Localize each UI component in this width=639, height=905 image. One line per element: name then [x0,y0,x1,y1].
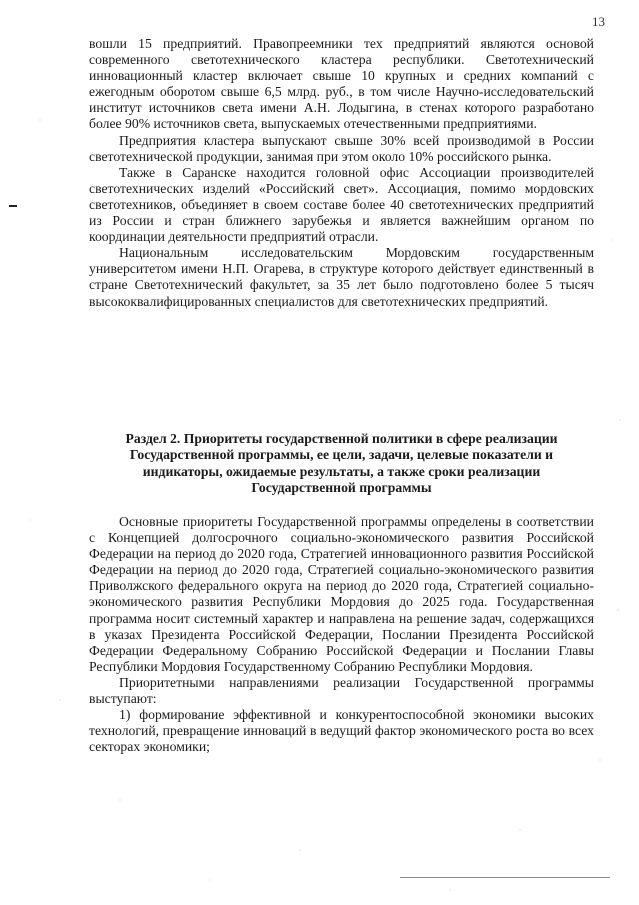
paragraph-cluster-history: вошли 15 предприятий. Правопреемники тех предприятий являются основой современного светотехнического кластера республики. Светотехнический инновационный кластер включает свыше 10 крупных и средних компаний с ежегодным оборотом свыше 6,5 млрд. руб., в том числе Научно-исследовательский институт источников света имени А.Н. Лодыгина, в стенах которого разработано более 90% источников света, выпускаемых отечественными предприятиями. [89,36,594,132]
paragraph-cluster-market-share: Предприятия кластера выпускают свыше 30% всей производимой в России светотехнической продукции, занимая при этом около 10% российского рынка. [89,132,594,164]
paragraph-priorities-basis: Основные приоритеты Государственной программы определены в соответствии с Концепцией долгосрочного социально-экономического развития Российской Федерации на период до 2020 года, Стратегией инновационного развития Российской Федерации на период до 2020 года, Стратегией социально-экономического развития Приволжского федерального округа на период до 2020 года, Стратегией социально-экономического развития Республики Мордовия до 2025 года. Государственная программа носит системный характер и направлена на решение задач, содержащихся в указах Президента Российской Федерации, Послании Президента Российской Федерации Федеральному Собранию Российской Федерации и Послании Главы Республики Мордовия Государственному Собранию Республики Мордовия. [89,514,594,674]
bottom-rule [400,877,610,878]
paragraph-priority-directions: Приоритетными направлениями реализации Государственной программы выступают: [89,674,594,707]
section-text-block [89,514,594,755]
intro-text-block [89,36,594,310]
margin-mark [9,205,17,207]
page-number: 13 [592,14,605,29]
paragraph-university: Национальным исследовательским Мордовским государственным университетом имени Н.П. Огарева, в структуре которого действует единственный в стране Светотехнический факультет, за 35 лет было подготовлено более 5 тысяч высококвалифицированных специалистов для светотехнических предприятий. [89,245,594,309]
section-heading: Раздел 2. Приоритеты государственной политики в сфере реализации Государственной программы, ее цели, задачи, целевые показатели и индикаторы, ожидаемые результаты, а также сроки реализации Государственной программы [125,431,558,496]
paragraph-association: Также в Саранске находится головной офис Ассоциации производителей светотехнических изделий «Российский свет». Ассоциация, помимо мордовских светотехников, объединяет в своем составе более 40 светотехнических предприятий из России и стран ближнего зарубежья и является важнейшим органом по координации деятельности предприятий отрасли. [89,164,594,245]
list-item-priority-1: 1) формирование эффективной и конкурентоспособной экономики высоких технологий, превращение инноваций в ведущий фактор экономического роста во всех секторах экономики; [89,707,594,755]
